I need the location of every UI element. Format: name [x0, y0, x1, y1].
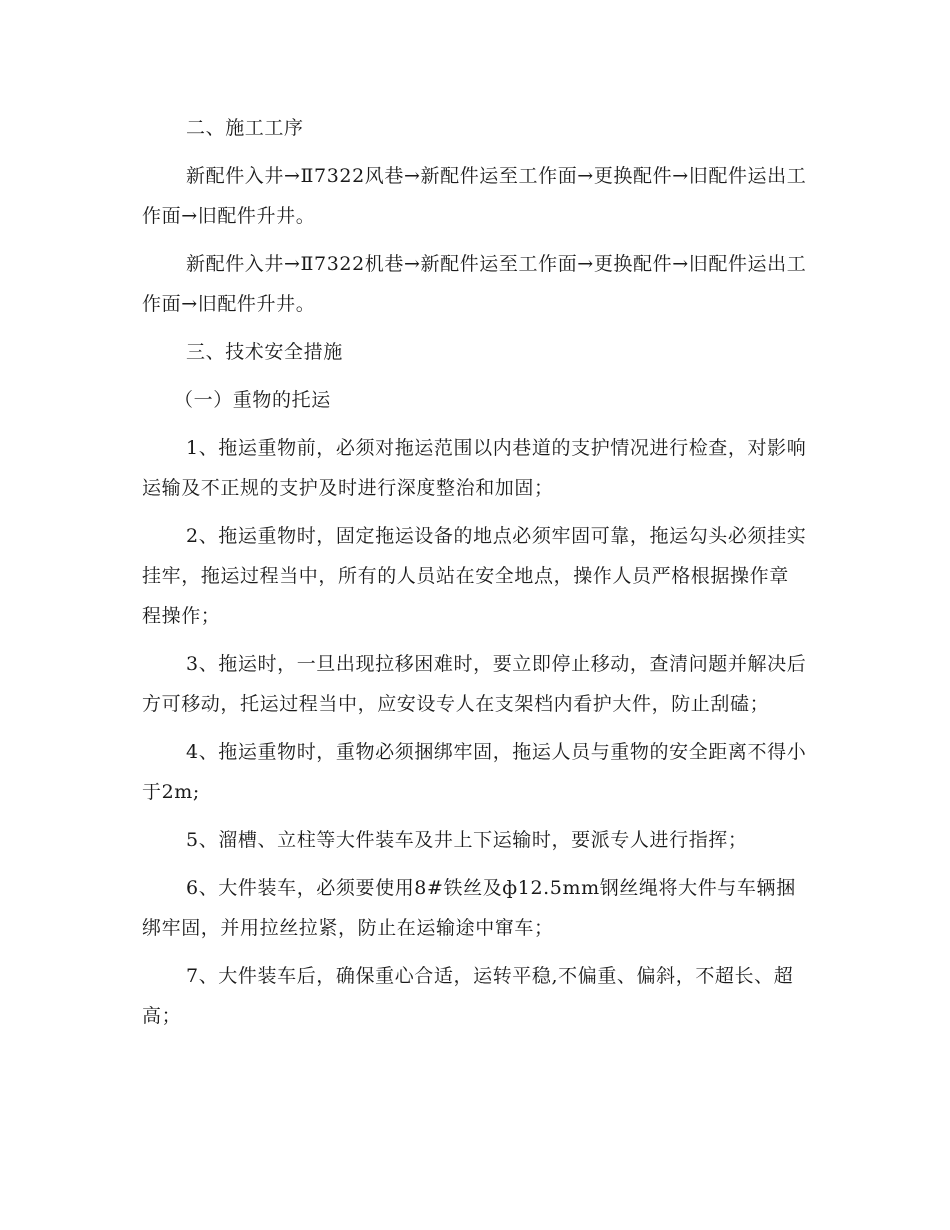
measure-item-4: 4、拖运重物时，重物必须捆绑牢固，拖运人员与重物的安全距离不得小于2m;: [142, 741, 807, 803]
measure-item-1: 1、拖运重物前，必须对拖运范围以内巷道的支护情况进行检查，对影响运输及不正规的支护及时进行深度整治和加固；: [142, 437, 807, 499]
document-body: [142, 108, 807, 1044]
measure-item-7: 7、大件装车后，确保重心合适，运转平稳,不偏重、偏斜，不超长、超高；: [142, 965, 794, 1027]
section-heading-safety-measures: 三、技术安全措施: [186, 341, 343, 363]
section-heading-construction-procedure: 二、施工工序: [186, 117, 304, 139]
procedure-paragraph-machine-roadway: 新配件入井→Ⅱ7322机巷→新配件运至工作面→更换配件→旧配件运出工作面→旧配件升井。: [142, 253, 807, 315]
measure-item-2: 2、拖运重物时，固定拖运设备的地点必须牢固可靠，拖运勾头必须挂实挂牢，拖运过程当中，所有的人员站在安全地点，操作人员严格根据操作章程操作；: [142, 525, 807, 627]
measure-item-6: 6、大件装车，必须要使用8#铁丝及ф12.5mm钢丝绳将大件与车辆捆绑牢固，并用拉丝拉紧，防止在运输途中窜车；: [142, 877, 796, 939]
measure-item-5: 5、溜槽、立柱等大件装车及井上下运输时，要派专人进行指挥；: [186, 829, 748, 851]
subsection-heading-heavy-transport: （一）重物的托运: [174, 389, 331, 411]
measure-item-3: 3、拖运时，一旦出现拉移困难时，要立即停止移动，查清问题并解决后方可移动，托运过程当中，应安设专人在支架档内看护大件，防止刮磕；: [142, 653, 807, 715]
procedure-paragraph-air-roadway: 新配件入井→Ⅱ7322风巷→新配件运至工作面→更换配件→旧配件运出工作面→旧配件升井。: [142, 165, 807, 227]
